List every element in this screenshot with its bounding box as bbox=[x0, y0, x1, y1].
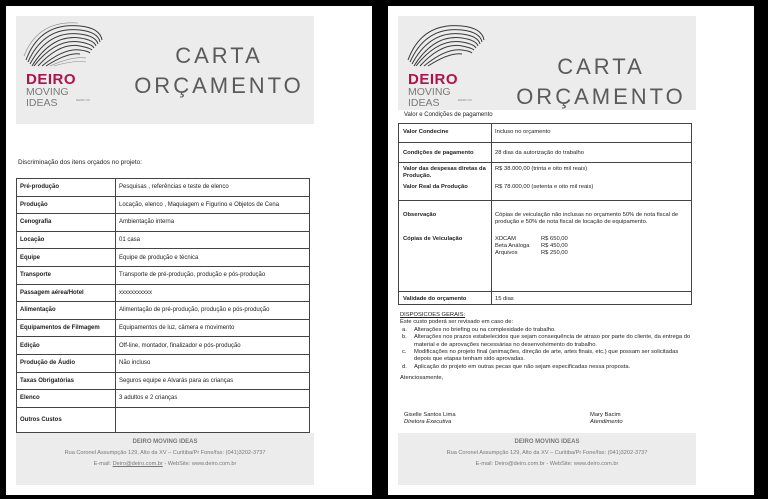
brand-logo bbox=[408, 72, 458, 109]
footer-email-label: E-mail: bbox=[475, 461, 495, 467]
provision-text: Modificações no projeto final (animações, direção de arte, artes finais, etc.) que possam ser solicitadas depois que etapas tenham sido aprovadas. bbox=[414, 349, 679, 363]
item-value: Locação, elenco , Maquiagem e Figurino e Objetos de Cena bbox=[116, 196, 310, 214]
footer bbox=[398, 433, 696, 485]
provision-item bbox=[400, 327, 694, 334]
document-title bbox=[126, 41, 312, 101]
provision-letter: c. bbox=[402, 349, 407, 356]
brand-name: DEIRO bbox=[408, 71, 459, 88]
row-divider bbox=[399, 291, 691, 292]
provision-text: Alterações no briefing ou na complexidade do trabalho. bbox=[414, 326, 556, 333]
payment-value: 28 dias da autorização do trabalho bbox=[495, 150, 584, 156]
brand-tagline-2: IDEAS bbox=[408, 97, 440, 109]
table-row bbox=[17, 179, 310, 197]
observation-value: Cópias de veiculação não inclusas no orçamento 50% de nota fiscal de produção e 50% de nota fiscal de locação de equipamento. bbox=[495, 212, 679, 225]
item-label: Cenografia bbox=[17, 214, 116, 232]
item-value: Seguros equipe e Alvarás para as crianças bbox=[116, 372, 310, 390]
general-provisions bbox=[400, 312, 694, 383]
validity-value: 15 dias bbox=[495, 296, 514, 302]
item-value bbox=[116, 407, 310, 432]
item-label: Edição bbox=[17, 337, 116, 355]
footer-website: - WebSite: www.deiro.com.br bbox=[162, 461, 237, 467]
copy-item bbox=[495, 243, 687, 250]
copy-name: XDCAM bbox=[495, 236, 516, 242]
item-value: Pesquisas , referências e teste de elenco bbox=[116, 179, 310, 197]
provisions-heading: DISPOSICOES GERAIS: bbox=[400, 312, 466, 318]
footer bbox=[16, 433, 314, 485]
item-value: 01 casa bbox=[116, 231, 310, 249]
brand-logo-graphic bbox=[402, 20, 486, 68]
row-divider bbox=[399, 142, 691, 143]
document-page-left bbox=[6, 6, 372, 495]
closing-text: Atenciosamente, bbox=[400, 375, 444, 382]
copy-price: R$ 250,00 bbox=[541, 250, 568, 256]
title-line-2: ORÇAMENTO bbox=[516, 84, 686, 109]
footer-email-link[interactable]: Deiro@deiro.com.br bbox=[112, 461, 163, 467]
mini-logo: DEIRO MI bbox=[458, 98, 472, 102]
provision-letter: a. bbox=[402, 326, 407, 333]
provision-letter: d. bbox=[402, 363, 407, 370]
row-divider bbox=[399, 200, 691, 201]
signer-1-name: Giselle Santos Lima bbox=[404, 412, 456, 418]
item-label: Produção bbox=[17, 196, 116, 214]
observation-label: Observação bbox=[403, 212, 437, 218]
copy-price: R$ 650,00 bbox=[541, 236, 568, 242]
table-row bbox=[17, 354, 310, 372]
validity-label: Validade do orçamento bbox=[403, 296, 467, 302]
brand-logo bbox=[26, 72, 76, 109]
footer-email-link[interactable]: Deiro@deiro.com.br bbox=[494, 461, 545, 467]
copy-price: R$ 450,00 bbox=[541, 243, 568, 249]
footer-address: Rua Coronel Assumpção 129, Alto da XV – Curitiba/Pr Fone/fax: (041)3202-3737 bbox=[64, 450, 266, 456]
brand-tagline-1: MOVING bbox=[26, 86, 69, 98]
title-line-1: CARTA bbox=[557, 54, 645, 79]
direct-costs-value: R$ 38.000,00 (trinta e oito mil reais) bbox=[495, 166, 588, 172]
provisions-list bbox=[400, 327, 694, 371]
provision-item bbox=[400, 334, 694, 349]
signer-2-role: Atendimento bbox=[590, 419, 623, 426]
table-row bbox=[17, 249, 310, 267]
item-value: Alimentação de pré-produção, produção e pós-produção bbox=[116, 302, 310, 320]
provisions-intro: Este custo poderá ser revisado em caso de: bbox=[400, 319, 514, 326]
header-banner bbox=[398, 16, 696, 110]
item-label: Locação bbox=[17, 231, 116, 249]
provision-item bbox=[400, 349, 694, 364]
item-label: Alimentação bbox=[17, 302, 116, 320]
item-label: Equipamentos de Filmagem bbox=[17, 319, 116, 337]
column-divider bbox=[491, 124, 492, 304]
document-title bbox=[508, 52, 694, 112]
footer-company: DEIRO MOVING IDEAS bbox=[514, 439, 580, 445]
intro-text: Discriminação dos itens orçados no projeto: bbox=[18, 159, 142, 166]
footer-contact bbox=[16, 459, 314, 470]
signer-1-role: Diretora Executiva bbox=[404, 419, 452, 426]
item-value: Equipe de produção e técnica bbox=[116, 249, 310, 267]
items-table bbox=[16, 178, 310, 433]
item-label: Transporte bbox=[17, 266, 116, 284]
table-row bbox=[17, 337, 310, 355]
footer-company: DEIRO MOVING IDEAS bbox=[132, 439, 198, 445]
footer-contact bbox=[398, 459, 696, 470]
table-row bbox=[17, 196, 310, 214]
table-row bbox=[17, 319, 310, 337]
item-label: Passagem aérea/Hotel bbox=[17, 284, 116, 302]
signer-2-name: Mary Bacim bbox=[590, 412, 621, 418]
item-label: Equipe bbox=[17, 249, 116, 267]
brand-tagline-1: MOVING bbox=[408, 86, 451, 98]
title-line-1: CARTA bbox=[175, 43, 263, 68]
item-value: Off-line, montador, finalizador e pós-produção bbox=[116, 337, 310, 355]
copies-list bbox=[495, 236, 687, 257]
footer-email-label: E-mail: bbox=[93, 461, 113, 467]
item-value: Equipamentos de luz, câmera e movimento bbox=[116, 319, 310, 337]
table-row bbox=[17, 284, 310, 302]
table-row bbox=[17, 407, 310, 432]
brand-logo-graphic bbox=[20, 20, 104, 68]
provision-item bbox=[400, 364, 694, 371]
footer-website: - WebSite: www.deiro.com.br bbox=[544, 461, 619, 467]
table-row bbox=[17, 390, 310, 408]
condecine-label: Valor Condecine bbox=[403, 129, 449, 135]
table-row bbox=[17, 266, 310, 284]
table-row bbox=[17, 302, 310, 320]
item-label: Elenco bbox=[17, 390, 116, 408]
item-label: Pré-produção bbox=[17, 179, 116, 197]
brand-name: DEIRO bbox=[26, 71, 77, 88]
item-label: Taxas Obrigatórias bbox=[17, 372, 116, 390]
item-label: Outros Custos bbox=[17, 407, 116, 432]
payment-caption: Valor e Condições de pagamento bbox=[404, 112, 493, 118]
title-line-2: ORÇAMENTO bbox=[134, 73, 304, 98]
table-row bbox=[17, 372, 310, 390]
table-row bbox=[17, 231, 310, 249]
provision-text: Aplicação do projeto em outras pecas que não sejam especificadas nessa proposta. bbox=[414, 363, 631, 370]
payment-conditions-table bbox=[398, 123, 692, 305]
condecine-value: Incluso no orçamento bbox=[495, 129, 551, 135]
provision-text: Alterações nos prazos estabelecidos que sejam consequência de atraso por parte do cliente, da entrega do material e de aprovações necessárias no desenvolvimento do trabalho. bbox=[414, 334, 691, 348]
table-row bbox=[17, 214, 310, 232]
item-label: Produção de Áudio bbox=[17, 354, 116, 372]
header-banner bbox=[16, 16, 314, 124]
footer-address: Rua Coronel Assumpção 129, Alto da XV – Curitiba/Pr Fone/fax: (041)3202-3737 bbox=[446, 450, 648, 456]
payment-label: Condições de pagamento bbox=[403, 150, 474, 156]
copy-item bbox=[495, 236, 687, 243]
copy-item bbox=[495, 250, 687, 257]
row-divider bbox=[399, 162, 691, 163]
item-value: Ambientação interna bbox=[116, 214, 310, 232]
copies-label: Cópias de Veiculação bbox=[403, 236, 463, 242]
signature-1 bbox=[404, 412, 456, 427]
provision-letter: b. bbox=[402, 334, 407, 341]
item-value: xxxxxxxxxxx bbox=[116, 284, 310, 302]
real-value-label: Valor Real da Produção bbox=[403, 184, 468, 190]
real-value-value: R$ 78.000,00 (setenta e oito mil reais) bbox=[495, 184, 594, 190]
copy-name: Beta Análoga bbox=[495, 243, 530, 249]
signature-2 bbox=[590, 412, 623, 427]
item-value: Transporte de pré-produção, produção e pós-produção bbox=[116, 266, 310, 284]
document-page-right bbox=[388, 6, 754, 495]
item-value: 3 adultos e 2 crianças bbox=[116, 390, 310, 408]
brand-tagline-2: IDEAS bbox=[26, 97, 58, 109]
mini-logo: DEIRO MI bbox=[76, 98, 90, 102]
copy-name: Arquivos bbox=[495, 250, 518, 256]
item-value: Não incluso bbox=[116, 354, 310, 372]
direct-costs-label: Valor das despesas diretas da Produção. bbox=[403, 166, 486, 179]
